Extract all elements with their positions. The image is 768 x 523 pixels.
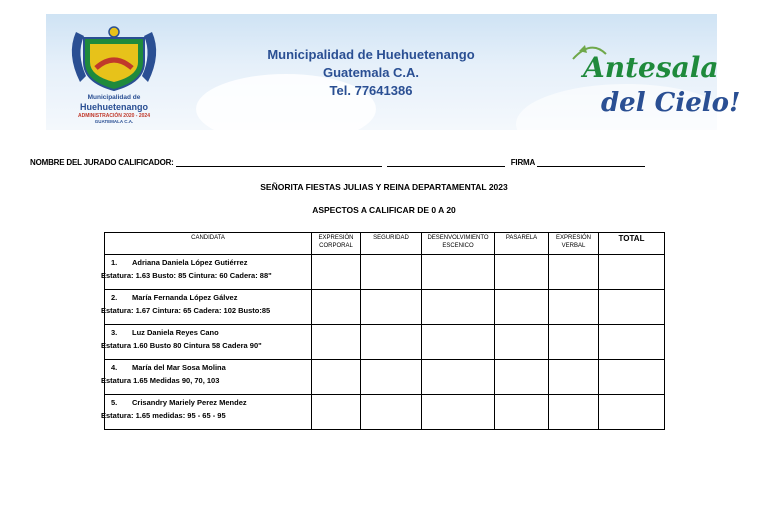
candidate-name: Crisandry Mariely Perez Mendez — [132, 398, 247, 407]
score-stage-development[interactable] — [422, 325, 495, 360]
candidate-number: 1. — [111, 258, 118, 267]
score-total[interactable] — [599, 360, 665, 395]
candidate-cell — [101, 360, 312, 395]
score-security[interactable] — [361, 360, 422, 395]
header-runway: PASARELA — [495, 233, 549, 255]
signature-field[interactable] — [537, 158, 645, 167]
signature-label: FIRMA — [510, 158, 535, 167]
municipal-seal-logo — [62, 24, 166, 124]
form-title: SEÑORITA FIESTAS JULIAS Y REINA DEPARTAMENTAL 2023 — [260, 182, 508, 192]
candidate-name: Adriana Daniela López Gutiérrez — [132, 258, 248, 267]
score-security[interactable] — [361, 290, 422, 325]
score-security[interactable] — [361, 395, 422, 430]
candidate-name: María del Mar Sosa Molina — [132, 363, 226, 372]
candidate-number: 3. — [111, 328, 118, 337]
candidate-measures: Estatura: 1.65 medidas: 95 - 65 - 95 — [101, 411, 226, 420]
header-security: SEGURIDAD — [361, 233, 422, 255]
phone-number: Tel. 77641386 — [329, 83, 413, 98]
municipality-info — [246, 46, 496, 100]
candidate-measures: Estatura 1.60 Busto 80 Cintura 58 Cadera 90" — [101, 341, 262, 350]
score-total[interactable] — [599, 290, 665, 325]
jury-label: NOMBRE DEL JURADO CALIFICADOR: — [30, 158, 174, 167]
candidate-cell — [101, 325, 312, 360]
table-row — [105, 325, 665, 360]
candidate-measures: Estatura: 1.67 Cintura: 65 Cadera: 102 Busto:85 — [101, 306, 271, 315]
table-row — [105, 290, 665, 325]
score-stage-development[interactable] — [422, 360, 495, 395]
table-header-row — [105, 233, 665, 255]
candidate-cell — [101, 290, 312, 325]
jury-name-line — [30, 158, 645, 167]
score-runway[interactable] — [495, 360, 549, 395]
candidate-number: 2. — [111, 293, 118, 302]
score-total[interactable] — [599, 325, 665, 360]
header-stage-development: DESENVOLVIMIENTO ESCENICO — [422, 233, 495, 255]
score-body-expression[interactable] — [312, 325, 361, 360]
header-body-expression: EXPRESIÓN CORPORAL — [312, 233, 361, 255]
candidate-measures: Estatura 1.65 Medidas 90, 70, 103 — [101, 376, 220, 385]
scoring-table — [101, 232, 665, 430]
candidate-name: Luz Daniela Reyes Cano — [132, 328, 219, 337]
logo-line3: ADMINISTRACIÓN 2020 - 2024 — [78, 113, 150, 119]
score-security[interactable] — [361, 325, 422, 360]
header-banner — [46, 14, 741, 130]
header-verbal-expression: EXPRESIÓN VERBAL — [549, 233, 599, 255]
header-candidate: CANDIDATA — [105, 233, 312, 255]
score-runway[interactable] — [495, 255, 549, 290]
score-verbal-expression[interactable] — [549, 255, 599, 290]
score-runway[interactable] — [495, 395, 549, 430]
logo-line1: Municipalidad de — [87, 94, 141, 101]
score-total[interactable] — [599, 255, 665, 290]
score-verbal-expression[interactable] — [549, 325, 599, 360]
score-verbal-expression[interactable] — [549, 395, 599, 430]
score-security[interactable] — [361, 255, 422, 290]
score-stage-development[interactable] — [422, 290, 495, 325]
table-row — [105, 255, 665, 290]
table-row — [105, 360, 665, 395]
header-total: TOTAL — [599, 233, 665, 255]
score-stage-development[interactable] — [422, 255, 495, 290]
candidate-number: 4. — [111, 363, 118, 372]
candidate-measures: Estatura: 1.63 Busto: 85 Cintura: 60 Cadera: 88" — [101, 271, 272, 280]
candidate-cell — [101, 395, 312, 430]
form-subtitle: ASPECTOS A CALIFICAR DE 0 A 20 — [312, 205, 456, 215]
logo-line4: GUATEMALA C.A. — [94, 119, 134, 124]
score-verbal-expression[interactable] — [549, 290, 599, 325]
candidate-number: 5. — [111, 398, 118, 407]
jury-name-field[interactable] — [176, 158, 382, 167]
score-body-expression[interactable] — [312, 290, 361, 325]
candidate-name: María Fernanda López Gálvez — [132, 293, 238, 302]
candidate-cell — [101, 255, 312, 290]
jury-extra-field[interactable] — [387, 158, 505, 167]
score-body-expression[interactable] — [312, 360, 361, 395]
slogan-logo — [561, 29, 741, 124]
municipality-name: Municipalidad de Huehuetenango — [267, 47, 475, 62]
slogan-line1: Antesala — [583, 51, 719, 84]
score-verbal-expression[interactable] — [549, 360, 599, 395]
table-row — [105, 395, 665, 430]
score-total[interactable] — [599, 395, 665, 430]
logo-line2: Huehuetenango — [79, 102, 148, 112]
score-stage-development[interactable] — [422, 395, 495, 430]
country-name: Guatemala C.A. — [322, 65, 420, 80]
score-runway[interactable] — [495, 290, 549, 325]
score-body-expression[interactable] — [312, 395, 361, 430]
slogan-line2: del Cielo! — [601, 88, 741, 118]
coat-of-arms-icon — [62, 24, 166, 96]
score-body-expression[interactable] — [312, 255, 361, 290]
score-runway[interactable] — [495, 325, 549, 360]
